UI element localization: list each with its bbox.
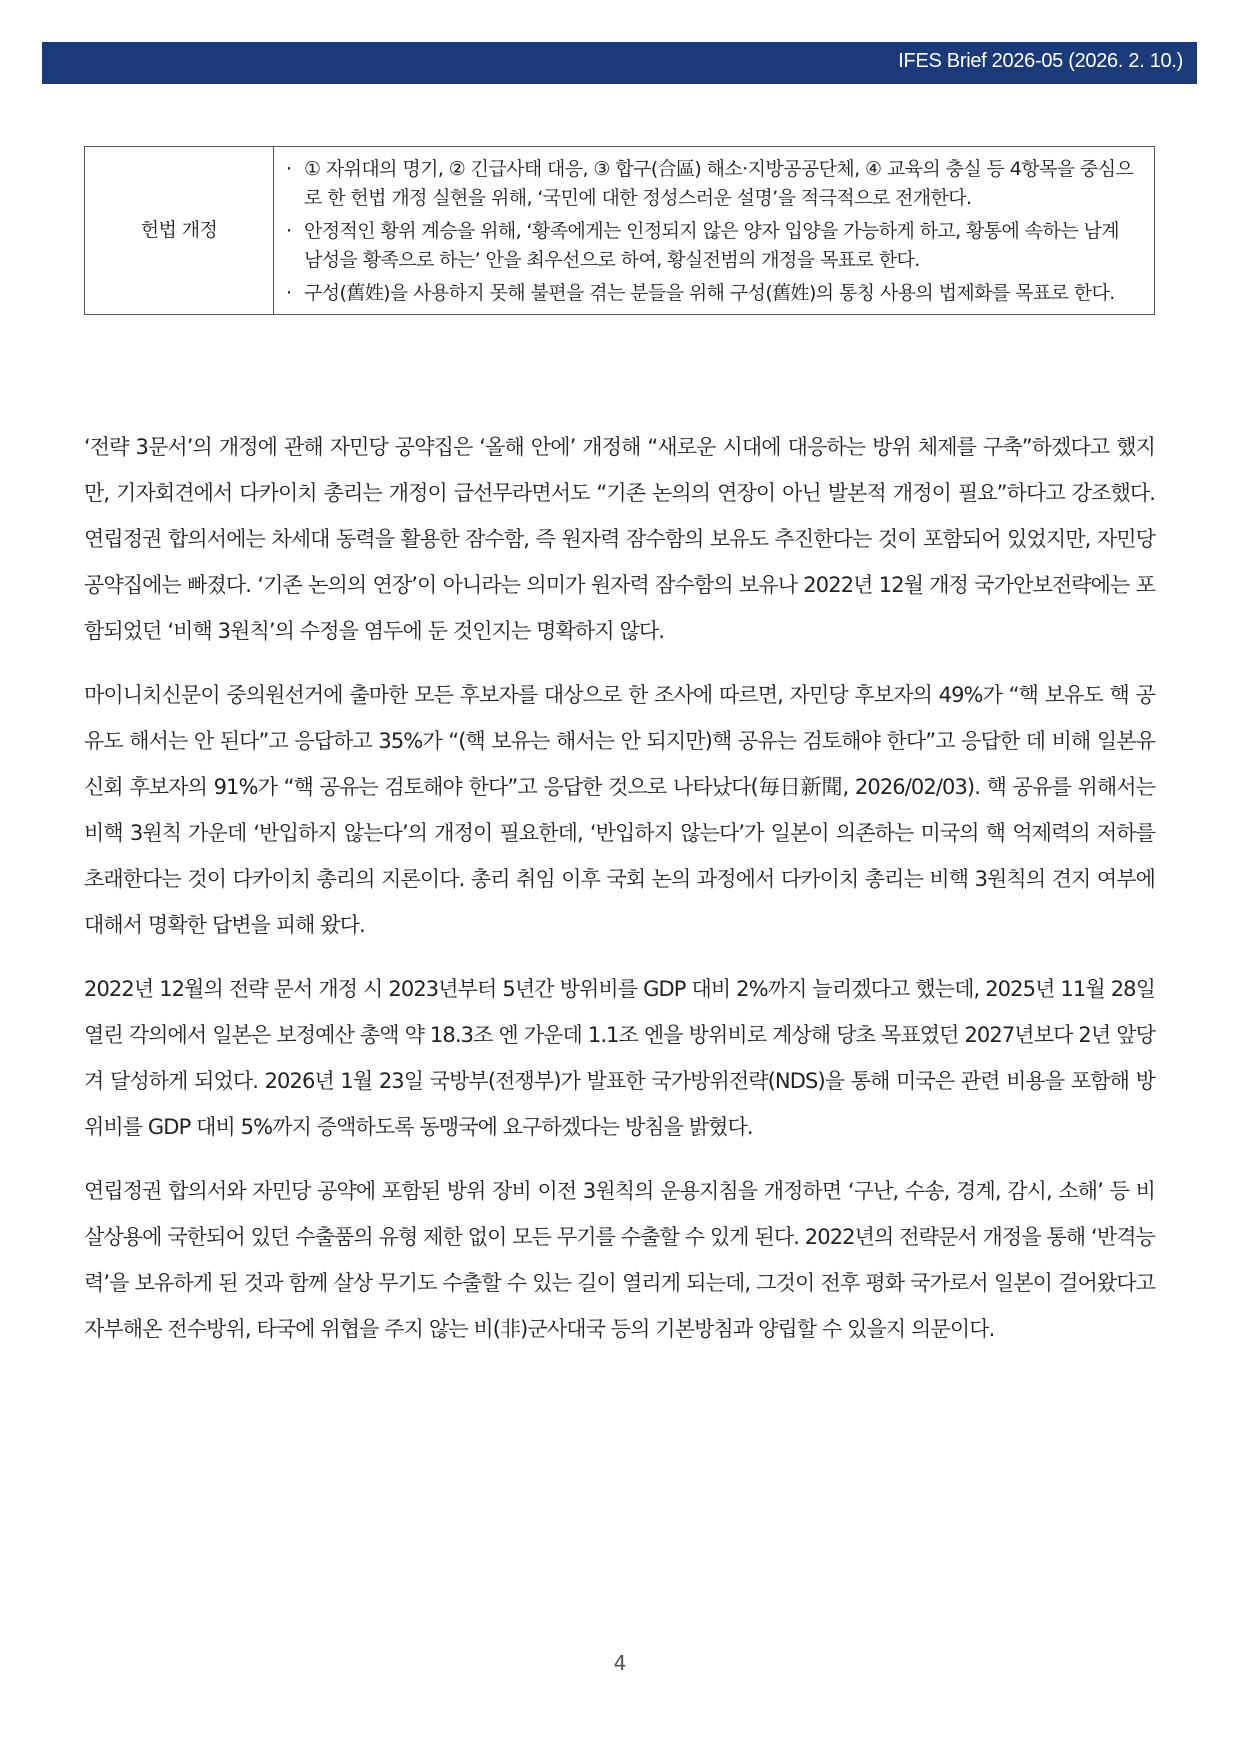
header-bar [42,42,1197,84]
table-label-cell: 헌법 개정 [85,147,274,315]
brief-title: IFES Brief 2026-05 (2026. 2. 10.) [898,50,1183,72]
policy-table [84,146,1155,315]
paragraph: 2022년 12월의 전략 문서 개정 시 2023년부터 5년간 방위비를 GDP 대비 2%까지 늘리겠다고 했는데, 2025년 11월 28일 열린 각의에서 일본은 보정예산 총액 약 18.3조 엔 가운데 1.1조 엔을 방위비로 계상해 당초 목표였던 2027년보다 2년 앞당겨 달성하게 되었다. 2026년 1월 23일 국방부(전쟁부)가 발표한 국가방위전략(NDS)을 통해 미국은 관련 비용을 포함해 방위비를 GDP 대비 5%까지 증액하도록 동맹국에 요구하겠다는 방침을 밝혔다. [84,977,1155,1139]
paragraph: 연립정권 합의서와 자민당 공약에 포함된 방위 장비 이전 3원칙의 운용지침을 개정하면 ‘구난, 수송, 경계, 감시, 소해’ 등 비살상용에 국한되어 있던 수출품의 유형 제한 없이 모든 무기를 수출할 수 있게 된다. 2022년의 전략문서 개정을 통해 ‘반격능력’을 보유하게 된 것과 함께 살상 무기도 수출할 수 있는 길이 열리게 되는데, 그것이 전후 평화 국가로서 일본이 걸어왔다고 자부해온 전수방위, 타국에 위협을 주지 않는 비(非)군사대국 등의 기본방침과 양립할 수 있을지 의문이다. [84,1179,1155,1341]
list-item-text: ① 자위대의 명기, ② 긴급사태 대응, ③ 합구(合區) 해소·지방공공단체, ④ 교육의 충실 등 4항목을 중심으로 한 헌법 개정 실현을 위해, ‘국민에 대한 정성스러운 설명’을 적극적으로 전개한다. [304,158,1134,209]
list-item-text: 안정적인 황위 계승을 위해, ‘황족에게는 인정되지 않은 양자 입양을 가능하게 하고, 황통에 속하는 남계 남성을 황족으로 하는’ 안을 최우선으로 하여, 황실전범의 개정을 목표로 한다. [304,220,1119,271]
page-number: 4 [613,1651,627,1675]
list-item [284,155,1142,213]
list-item [284,279,1142,308]
paragraph: 마이니치신문이 중의원선거에 출마한 모든 후보자를 대상으로 한 조사에 따르면, 자민당 후보자의 49%가 “핵 보유도 핵 공유도 해서는 안 된다”고 응답하고 35%가 “(핵 보유는 해서는 안 되지만)핵 공유는 검토해야 한다”고 응답한 데 비해 일본유신회 후보자의 91%가 “핵 공유는 검토해야 한다”고 응답한 것으로 나타났다(毎日新聞, 2026/02/03). 핵 공유를 위해서는 비핵 3원칙 가운데 ‘반입하지 않는다’의 개정이 필요한데, ‘반입하지 않는다’가 일본이 의존하는 미국의 핵 억제력의 저하를 초래한다는 것이 다카이치 총리의 지론이다. 총리 취임 이후 국회 논의 과정에서 다카이치 총리는 비핵 3원칙의 견지 여부에 대해서 명확한 답변을 피해 왔다. [84,683,1155,937]
list-item-text: 구성(舊姓)을 사용하지 못해 불편을 겪는 분들을 위해 구성(舊姓)의 통칭 사용의 법제화를 목표로 한다. [304,282,1115,304]
bullet-icon: · [286,158,292,180]
paragraph: ‘전략 3문서’의 개정에 관해 자민당 공약집은 ‘올해 안에’ 개정해 “새로운 시대에 대응하는 방위 체제를 구축”하겠다고 했지만, 기자회견에서 다카이치 총리는 개정이 급선무라면서도 “기존 논의의 연장이 아닌 발본적 개정이 필요”하다고 강조했다. 연립정권 합의서에는 차세대 동력을 활용한 잠수함, 즉 원자력 잠수함의 보유도 추진한다는 것이 포함되어 있었지만, 자민당 공약집에는 빠졌다. ‘기존 논의의 연장’이 아니라는 의미가 원자력 잠수함의 보유나 2022년 12월 개정 국가안보전략에는 포함되었던 ‘비핵 3원칙’의 수정을 염두에 둔 것인지는 명확하지 않다. [84,435,1155,643]
table-row [85,147,1155,315]
bullet-icon: · [286,282,292,304]
body-text [84,424,1155,1370]
bullet-icon: · [286,220,292,242]
list-item [284,217,1142,275]
table-items-cell [274,147,1155,315]
